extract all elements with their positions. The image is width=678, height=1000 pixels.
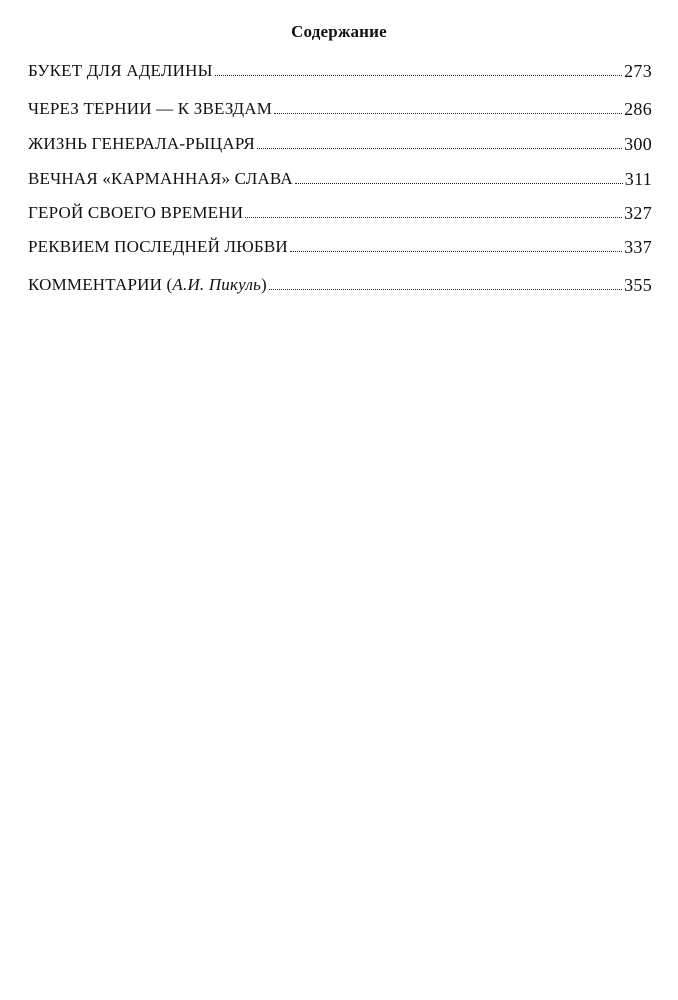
dot-leader xyxy=(269,288,622,290)
toc-entry[interactable] xyxy=(28,234,652,258)
toc-entry-title: РЕКВИЕМ ПОСЛЕДНЕЙ ЛЮБВИ xyxy=(28,237,288,256)
toc-entry-title: ЖИЗНЬ ГЕНЕРАЛА-РЫЦАРЯ xyxy=(28,134,255,153)
dot-leader xyxy=(215,74,622,76)
toc-entry-page: 273 xyxy=(624,61,652,81)
toc-entry[interactable] xyxy=(28,131,652,155)
dot-leader xyxy=(290,250,622,252)
toc-entry[interactable] xyxy=(28,166,652,190)
toc-entry[interactable] xyxy=(28,58,652,82)
toc-entry-page: 337 xyxy=(624,237,652,257)
toc-entry-title: ЧЕРЕЗ ТЕРНИИ — К ЗВЕЗДАМ xyxy=(28,99,273,118)
dot-leader xyxy=(245,216,622,218)
toc-entry[interactable] xyxy=(28,272,652,296)
toc-entry-page: 311 xyxy=(624,169,652,189)
toc-entry[interactable] xyxy=(28,96,652,120)
toc-entry-page: 286 xyxy=(624,99,652,119)
toc-entry-title-author: А.И. Пикуль xyxy=(172,275,261,294)
toc-entry-title: БУКЕТ ДЛЯ АДЕЛИНЫ xyxy=(28,61,213,80)
toc-entry-title xyxy=(28,274,267,296)
toc-entry-title-tail: ) xyxy=(261,275,267,294)
dot-leader xyxy=(257,147,622,149)
dot-leader xyxy=(295,182,623,184)
toc-entry-title-main: КОММЕНТАРИИ ( xyxy=(28,275,173,294)
toc-entry-title: ВЕЧНАЯ «КАРМАННАЯ» СЛАВА xyxy=(28,169,293,188)
toc-entry-page: 300 xyxy=(624,134,652,154)
toc-entry-page: 355 xyxy=(624,275,652,295)
dot-leader xyxy=(274,112,622,114)
toc-entry[interactable] xyxy=(28,200,652,224)
toc-heading: Содержание xyxy=(291,22,387,41)
toc-entry-page: 327 xyxy=(624,203,652,223)
toc-entry-title: ГЕРОЙ СВОЕГО ВРЕМЕНИ xyxy=(28,203,244,222)
